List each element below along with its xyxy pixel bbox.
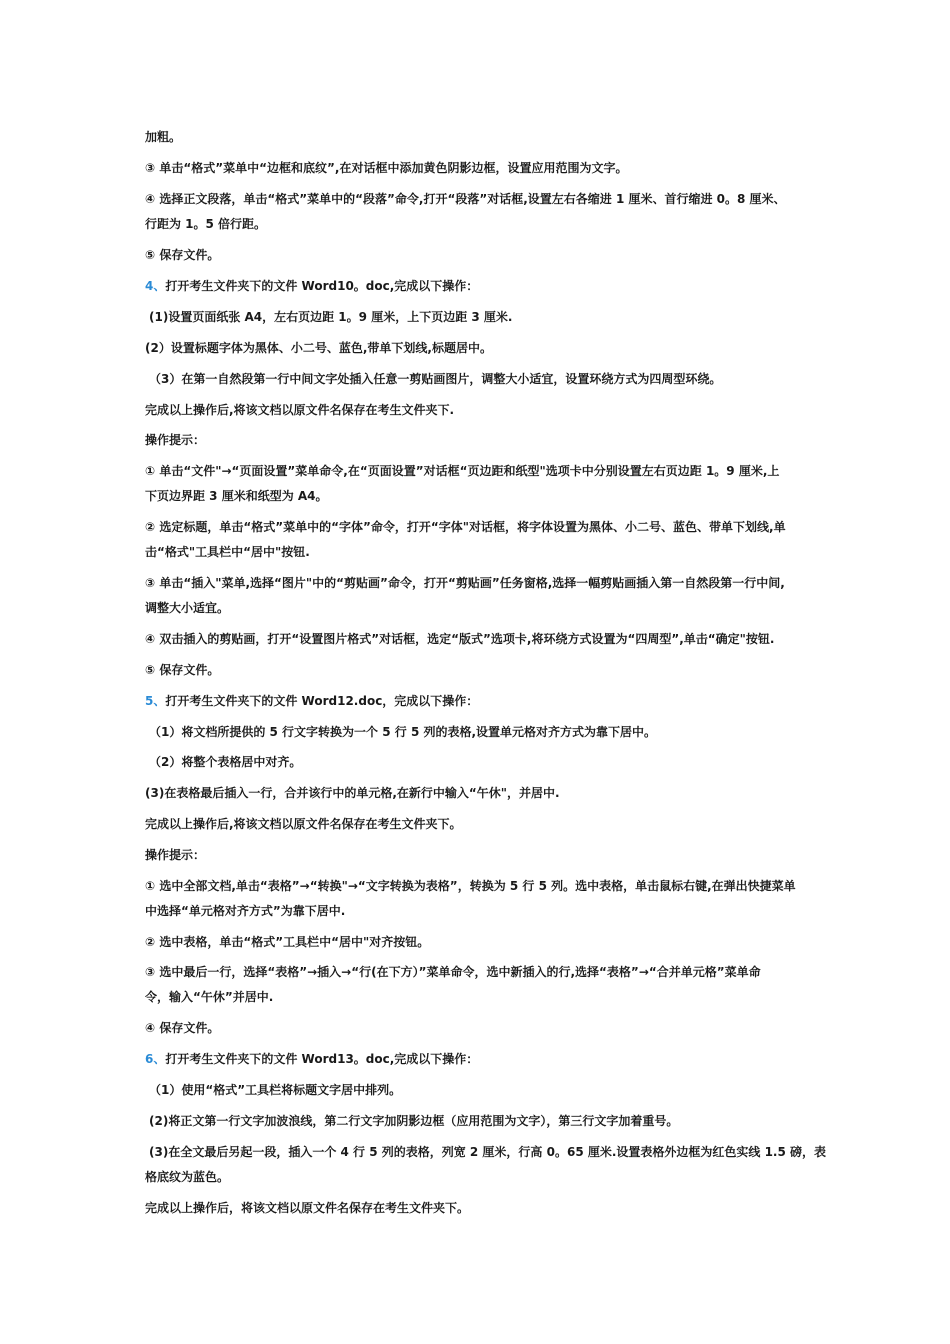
text-line: ④ 保存文件。 <box>145 1021 220 1035</box>
text-line: 操作提示： <box>145 848 206 862</box>
text-line: (2）设置标题字体为黑体、小二号、蓝色,带单下划线,标题居中。 <box>145 341 492 355</box>
text-line: 令，输入“午休”并居中. <box>145 990 274 1004</box>
text-line: ② 选中表格，单击“格式”工具栏中“居中"对齐按钮。 <box>145 935 430 949</box>
text-line: 完成以上操作后，将该文档以原文件名保存在考生文件夹下。 <box>145 1201 470 1215</box>
text-line: 击“格式"工具栏中“居中"按钮. <box>145 545 310 559</box>
text-line: ③ 单击“格式”菜单中“边框和底纹”,在对话框中添加黄色阴影边框，设置应用范围为文字。 <box>145 161 628 175</box>
item-number: 4、 <box>145 279 166 293</box>
text-line: 完成以上操作后,将该文档以原文件名保存在考生文件夹下. <box>145 403 455 417</box>
text-line: 格底纹为蓝色。 <box>145 1170 230 1184</box>
text-line: （1）将文档所提供的 5 行文字转换为一个 5 行 5 列的表格,设置单元格对齐方式为靠下居中。 <box>149 725 657 739</box>
text-line: （2）将整个表格居中对齐。 <box>149 755 302 769</box>
text-line: ① 选中全部文档,单击“表格”→“转换"→“文字转换为表格”，转换为 5 行 5 列。选中表格，单击鼠标右键,在弹出快捷菜单 <box>145 879 796 893</box>
text-line: ④ 选择正文段落，单击“格式”菜单中的“段落”命令,打开“段落”对话框,设置左右各缩进 1 厘米、首行缩进 0。8 厘米、 <box>145 192 786 206</box>
text-line: ① 单击“文件"→“页面设置”菜单命令,在“页面设置”对话框“页边距和纸型"选项卡中分别设置左右页边距 1。9 厘米,上 <box>145 464 780 478</box>
text-line: ⑤ 保存文件。 <box>145 248 220 262</box>
text-line: (1)设置页面纸张 A4，左右页边距 1。9 厘米，上下页边距 3 厘米. <box>149 310 513 324</box>
text-line: (2)将正文第一行文字加波浪线，第二行文字加阴影边框（应用范围为文字），第三行文字加着重号。 <box>149 1114 679 1128</box>
text-line: （3）在第一自然段第一行中间文字处插入任意一剪贴画图片，调整大小适宜，设置环绕方式为四周型环绕。 <box>149 372 722 386</box>
text-line: (3)在表格最后插入一行，合并该行中的单元格,在新行中输入“午休"，并居中. <box>145 786 560 800</box>
text-line: ③ 单击“插入"菜单,选择“图片"中的“剪贴画”命令，打开“剪贴画”任务窗格,选择一幅剪贴画插入第一自然段第一行中间, <box>145 576 785 590</box>
text-line: (3)在全文最后另起一段，插入一个 4 行 5 列的表格，列宽 2 厘米，行高 0。65 厘米.设置表格外边框为红色实线 1.5 磅，表 <box>149 1145 827 1159</box>
text-line: ② 选定标题，单击“格式”菜单中的“字体”命令，打开“字体"对话框，将字体设置为黑体、小二号、蓝色、带单下划线,单 <box>145 520 786 534</box>
item-number: 6、 <box>145 1052 166 1066</box>
item-heading-6 <box>145 1047 813 1072</box>
text-line: （1）使用“格式”工具栏将标题文字居中排列。 <box>149 1083 402 1097</box>
text-line: 完成以上操作后,将该文档以原文件名保存在考生文件夹下。 <box>145 817 462 831</box>
item-number: 5、 <box>145 694 166 708</box>
item-heading-4 <box>145 274 813 299</box>
text-line: 行距为 1。5 倍行距。 <box>145 217 267 231</box>
text-line: ④ 双击插入的剪贴画，打开“设置图片格式”对话框，选定“版式”选项卡,将环绕方式设置为“四周型”,单击“确定"按钮. <box>145 632 775 646</box>
item-heading-text: 打开考生文件夹下的文件 Word10。doc,完成以下操作： <box>165 279 479 293</box>
text-line: 加粗。 <box>145 130 182 144</box>
text-line: ⑤ 保存文件。 <box>145 663 220 677</box>
text-line: 中选择“单元格对齐方式”为靠下居中. <box>145 904 346 918</box>
text-line: ③ 选中最后一行，选择“表格”→插入→“行(在下方）”菜单命令，选中新插入的行,选择“表格”→“合并单元格”菜单命 <box>145 965 761 979</box>
item-heading-5 <box>145 689 813 714</box>
text-line: 下页边界距 3 厘米和纸型为 A4。 <box>145 489 328 503</box>
item-heading-text: 打开考生文件夹下的文件 Word12.doc，完成以下操作： <box>165 694 479 708</box>
text-line: 调整大小适宜。 <box>145 601 230 615</box>
item-heading-text: 打开考生文件夹下的文件 Word13。doc,完成以下操作： <box>165 1052 479 1066</box>
text-line: 操作提示： <box>145 433 206 447</box>
